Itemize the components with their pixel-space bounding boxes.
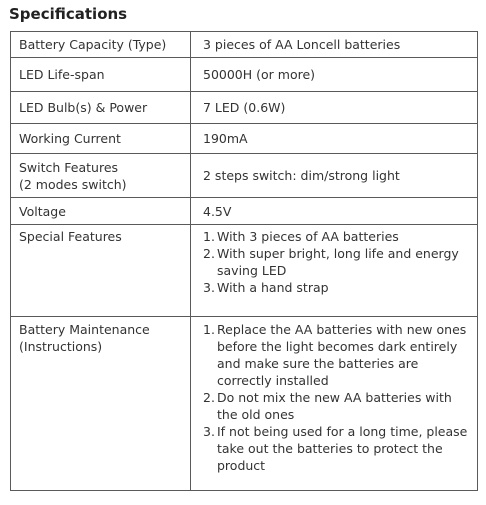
- list-item-text: If not being used for a long time, please take out the batteries to protect the product: [217, 424, 468, 473]
- spec-key-switch-features: [11, 154, 191, 198]
- spec-value-voltage: 4.5V: [191, 198, 478, 225]
- spec-value-led-life-span: 50000H (or more): [191, 58, 478, 92]
- table-row: [11, 58, 478, 92]
- list-number: 1.: [203, 229, 215, 244]
- spec-value-working-current: 190mA: [191, 124, 478, 154]
- list-number: 3.: [203, 424, 215, 439]
- spec-key-line: Switch Features: [19, 159, 119, 175]
- spec-key-line: (2 modes switch): [19, 176, 127, 192]
- list-number: 3.: [203, 280, 215, 295]
- list-number: 2.: [203, 390, 215, 405]
- list-number: 1.: [203, 322, 215, 337]
- spec-key-battery-capacity: Battery Capacity (Type): [11, 32, 191, 58]
- spec-value-led-bulbs-power: 7 LED (0.6W): [191, 92, 478, 124]
- list-item: [203, 389, 471, 423]
- page-title: Specifications: [9, 5, 128, 23]
- list-item-text: With super bright, long life and energy saving LED: [217, 246, 459, 278]
- spec-value-switch-features: 2 steps switch: dim/strong light: [191, 154, 478, 198]
- spec-key-working-current: Working Current: [11, 124, 191, 154]
- spec-value-battery-maintenance: [191, 317, 478, 491]
- specifications-table: [10, 31, 478, 491]
- table-row: [11, 32, 478, 58]
- table-row: [11, 124, 478, 154]
- spec-value-special-features: [191, 225, 478, 317]
- table-row: [11, 154, 478, 198]
- list-item: [203, 423, 471, 474]
- list-item: [203, 321, 471, 389]
- spec-key-led-bulbs-power: LED Bulb(s) & Power: [11, 92, 191, 124]
- table-row: [11, 317, 478, 491]
- spec-key-battery-maintenance: [11, 317, 191, 491]
- list-item: [203, 228, 471, 245]
- spec-key-line: Battery Maintenance: [19, 322, 150, 337]
- list-item-text: Replace the AA batteries with new ones before the light becomes dark entirely and make sure the batteries are correctly installed: [217, 322, 467, 388]
- list-number: 2.: [203, 246, 215, 261]
- list-item: [203, 279, 471, 296]
- spec-key-special-features: Special Features: [11, 225, 191, 317]
- spec-key-led-life-span: LED Life-span: [11, 58, 191, 92]
- spec-key-voltage: Voltage: [11, 198, 191, 225]
- spec-key-line: (Instructions): [19, 339, 103, 354]
- spec-value-battery-capacity: 3 pieces of AA Loncell batteries: [191, 32, 478, 58]
- list-item-text: With a hand strap: [217, 280, 329, 295]
- table-row: [11, 198, 478, 225]
- table-row: [11, 225, 478, 317]
- list-item-text: Do not mix the new AA batteries with the old ones: [217, 390, 452, 422]
- table-row: [11, 92, 478, 124]
- list-item-text: With 3 pieces of AA batteries: [217, 229, 399, 244]
- list-item: [203, 245, 471, 279]
